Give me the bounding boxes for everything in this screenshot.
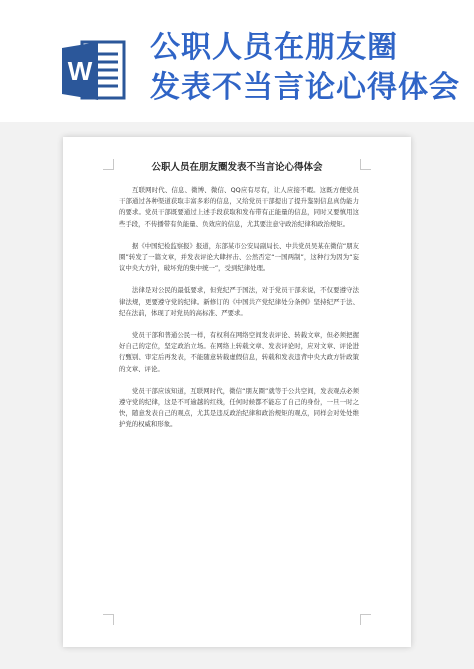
paragraph-1: 互联网时代、信息、微博、微信、QQ应有尽有，让人应接不暇。这既方便党员干部通过各种渠道获取丰富多彩的信息，又给党员干部提出了提升鉴别信息真伪能力的要求。党员干部既要通过上述手段获取和发布带有正能量的信息，同时又要慎用这些手段，不传播带有负能量、负效应的信息，尤其要注意守政治纪律和政治规矩。 <box>119 186 359 228</box>
paragraph-2: 据《中国纪检监察报》报道，东部某市公安局副局长、中共党员吴某在微信“朋友圈”转发了一篇文章，并发表评论大肆抨击、公然否定“一国两制”，这种行为因为“妄议中央大方针，破坏党的集中统一”，受到纪律处理。 <box>119 241 359 273</box>
banner-title-line-2: 发表不当言论心得体会 <box>150 70 460 105</box>
document-page <box>63 137 411 647</box>
banner-title <box>150 28 470 108</box>
document-body <box>119 185 359 442</box>
document-title: 公职人员在朋友圈发表不当言论心得体会 <box>151 162 323 173</box>
paragraph-3: 法律是对公民的最低要求，但党纪严于国法，对于党员干部来说，不仅要遵守法律法规，更要遵守党的纪律。新修订的《中国共产党纪律处分条例》坚持纪严于法、纪在法前，体现了对党员的高标准、严要求。 <box>119 286 359 317</box>
header-banner <box>0 0 474 120</box>
word-document-icon <box>60 36 130 106</box>
margin-mark-bottom-left <box>103 614 114 625</box>
paragraph-5: 党员干部应该知道，互联网时代，微信“朋友圈”就等于公共空间，发表观点必须遵守党的纪律，这是不可逾越的红线，任何时候都不能忘了自己的身份，一旦一时之快，随意发表自己的观点，尤其是违反政治纪律和政治规矩的观点，同样会对处处维护党的权威和形象。 <box>119 386 359 429</box>
word-icon-letter: W <box>67 56 93 86</box>
banner-title-line-1: 公职人员在朋友圈 <box>150 30 398 65</box>
paragraph-4: 党员干部和普通公民一样，有权利在网络空间发表评论、转载文章，但必须把握好自己的定位，坚定政治立场。在网络上转载文章、发表评论时，应对文章、评论进行甄别、审定后再发表，不能随意转载虚假信息，转载和发表违背中央大政方针政策的文章、评论。 <box>119 331 359 373</box>
margin-mark-bottom-right <box>360 614 371 625</box>
